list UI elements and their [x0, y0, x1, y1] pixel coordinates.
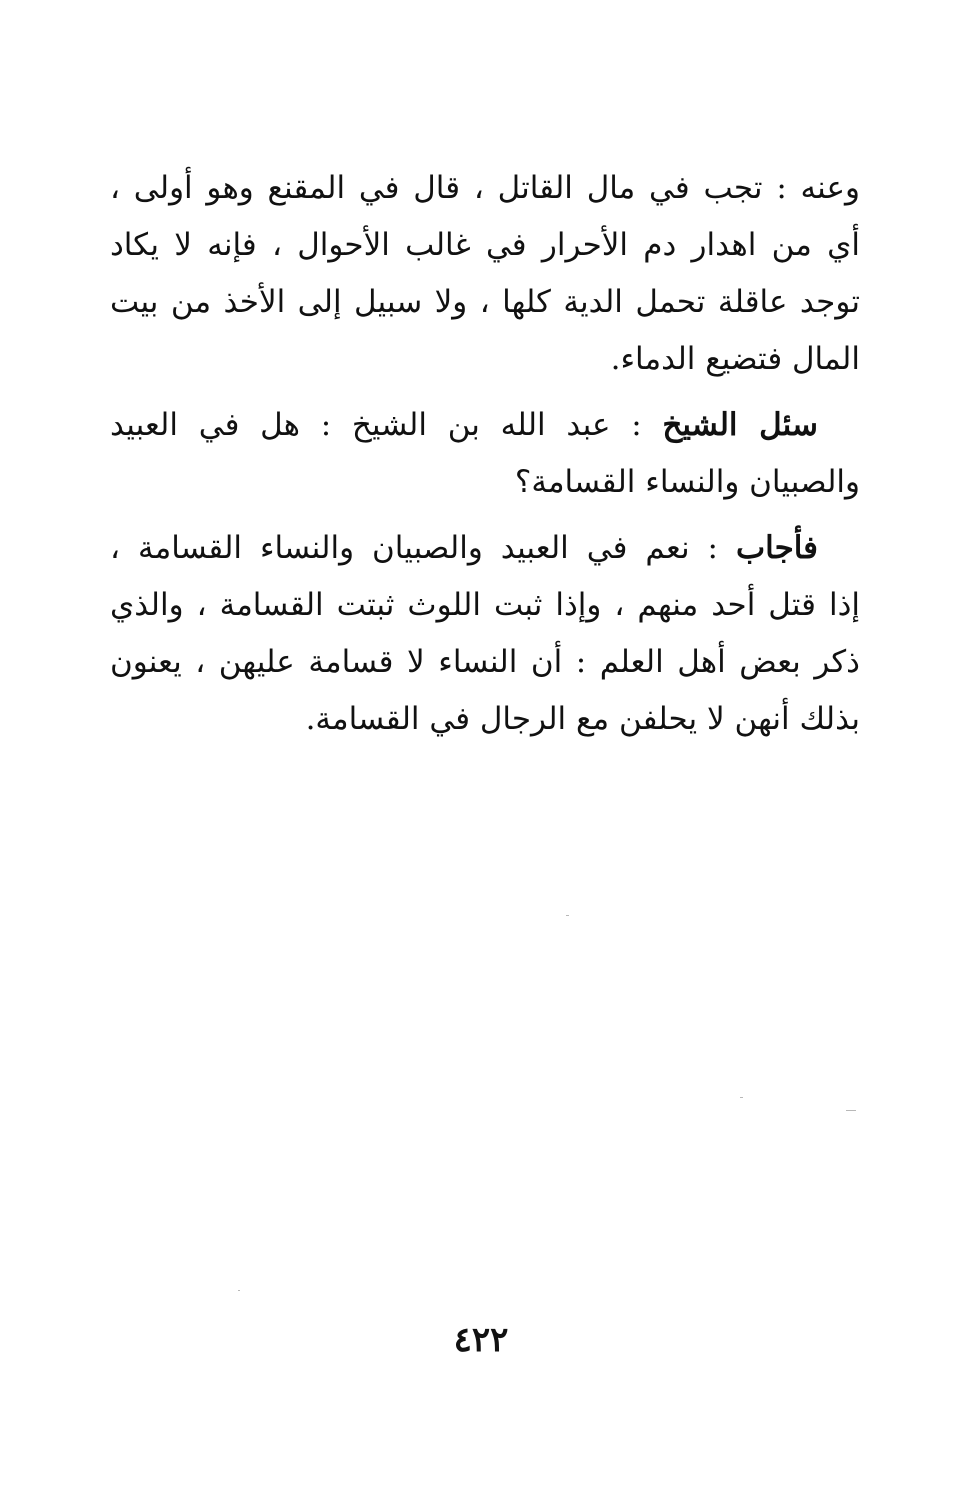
- body-text: [110, 160, 860, 748]
- text-line: المال فتضيع الدماء.: [610, 341, 860, 377]
- text-line: توجد عاقلة تحمل الدية كلها ، ولا سبيل إلى الأخذ من بيت: [110, 284, 860, 320]
- page-number: ٤٢٢: [453, 1320, 509, 1360]
- paragraph-3-answer: [110, 520, 860, 748]
- text-line-with-lead: [110, 520, 860, 577]
- scan-speck: [238, 1290, 240, 1291]
- scan-speck: [846, 1110, 856, 1111]
- paragraph-1: [110, 160, 860, 388]
- text-run: : عبد الله بن الشيخ : هل في العبيد: [110, 407, 663, 443]
- scan-speck: [740, 1097, 743, 1098]
- text-line: بذلك أنهن لا يحلفن مع الرجال في القسامة.: [305, 701, 860, 737]
- question-lead: سئل الشيخ: [662, 407, 818, 443]
- text-run: : نعم في العبيد والصبيان والنساء القسامة ،: [110, 530, 736, 566]
- scan-speck: [566, 915, 569, 916]
- text-line: أي من اهدار دم الأحرار في غالب الأحوال ، فإنه لا يكاد: [110, 227, 860, 263]
- paragraph-2-question: [110, 397, 860, 511]
- answer-lead: فأجاب: [735, 530, 818, 566]
- text-line: وعنه : تجب في مال القاتل ، قال في المقنع وهو أولى ،: [110, 170, 860, 206]
- text-line-with-lead: [110, 397, 860, 454]
- text-line: ذكر بعض أهل العلم : أن النساء لا قسامة عليهن ، يعنون: [110, 644, 860, 680]
- text-line: إذا قتل أحد منهم ، وإذا ثبت اللوث ثبتت القسامة ، والذي: [110, 587, 860, 623]
- text-line: والصبيان والنساء القسامة؟: [514, 464, 860, 500]
